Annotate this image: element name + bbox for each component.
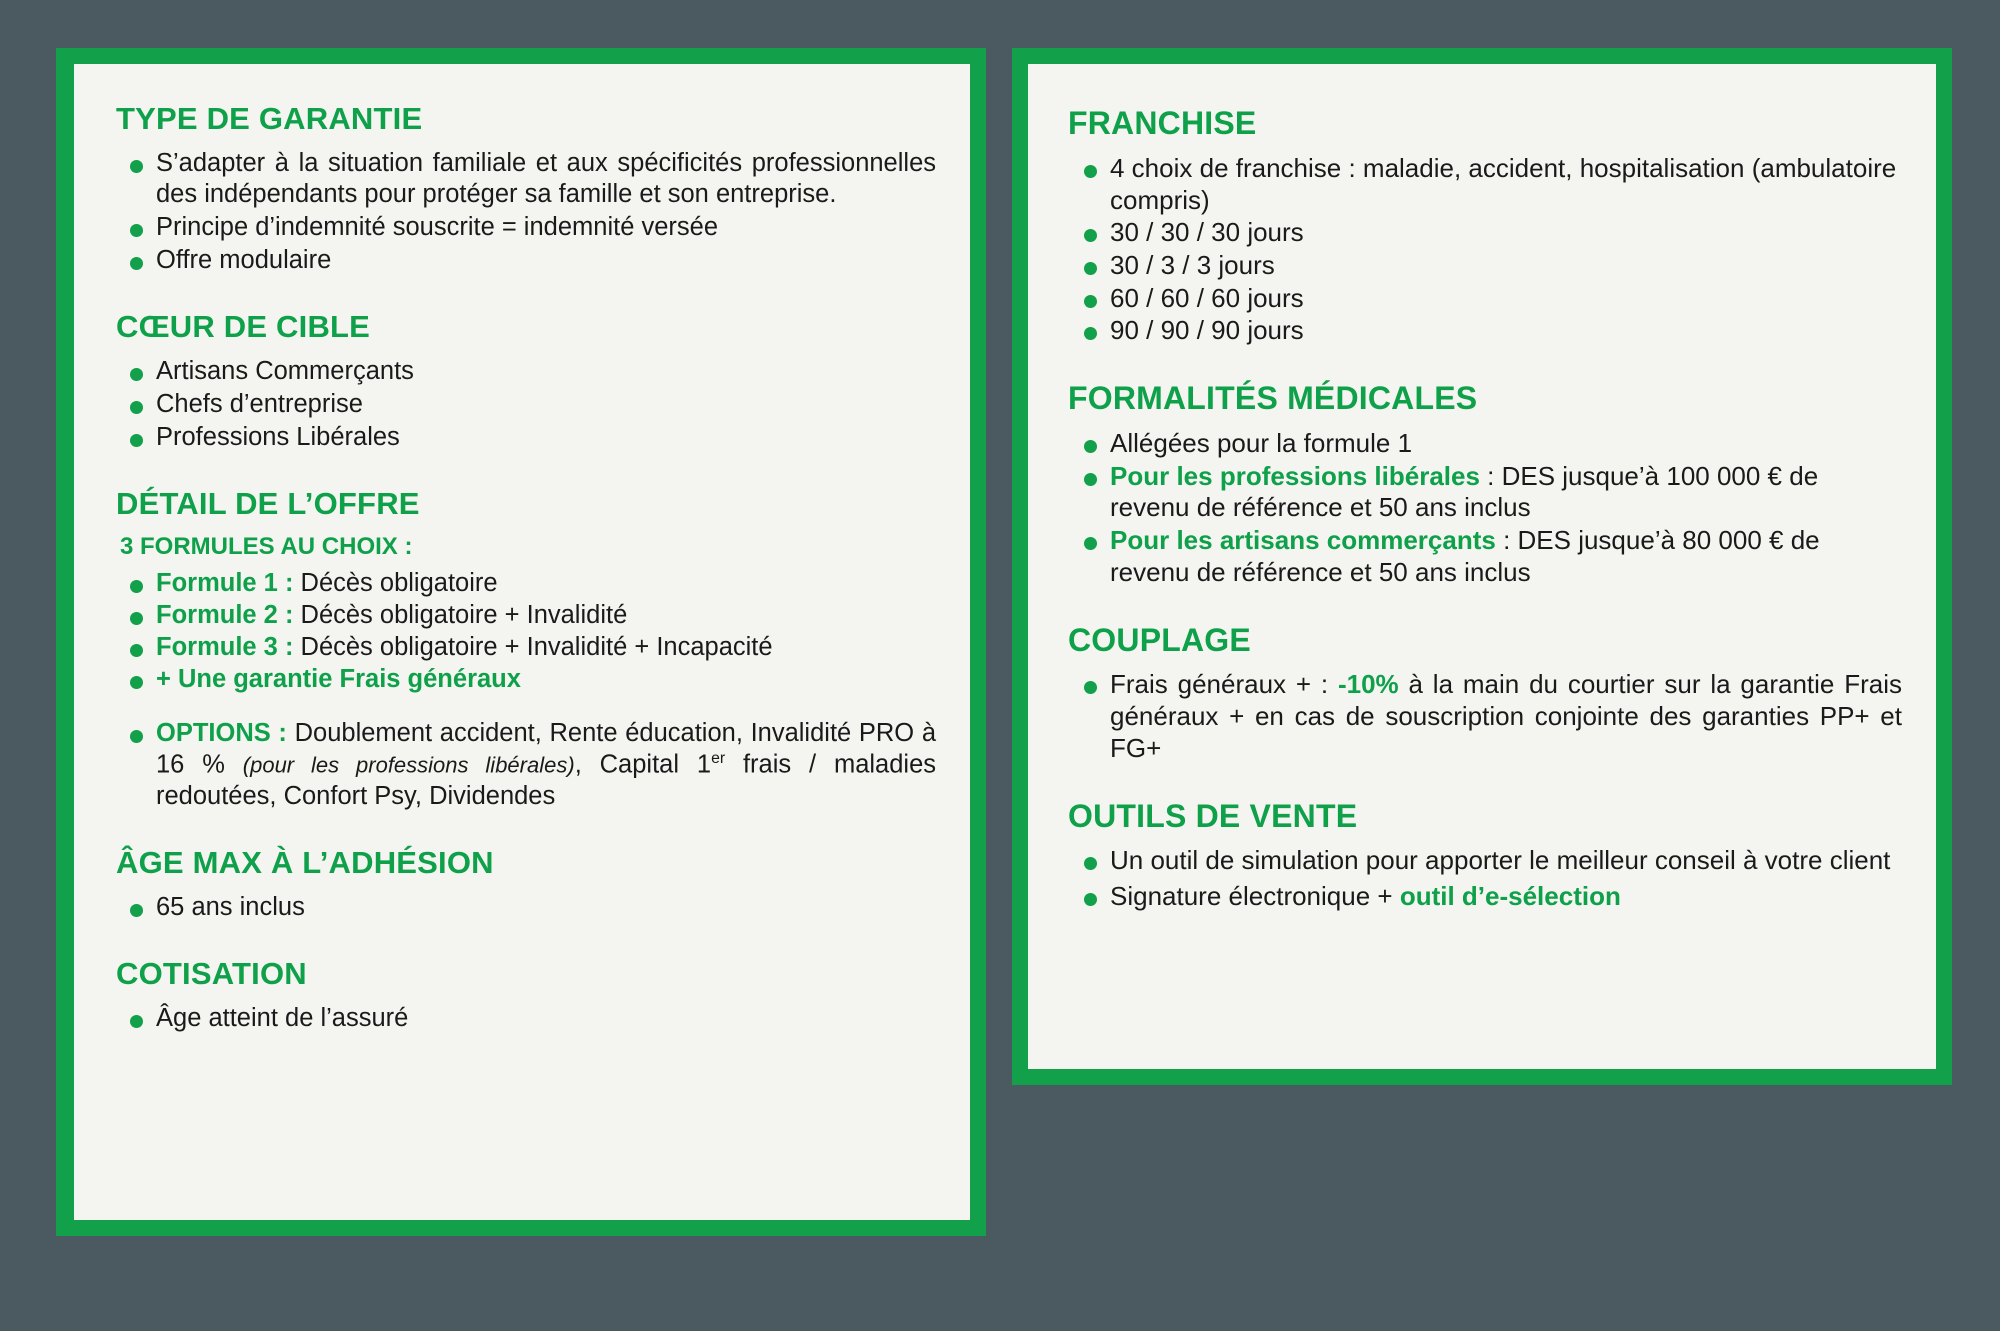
artisans-commercants-label: Pour les artisans commerçants <box>1110 525 1496 556</box>
list-item: 4 choix de franchise : maladie, accident, hospitalisation (ambulatoire compris) <box>1068 153 1902 216</box>
section-couplage <box>1068 623 1902 765</box>
outil-e-selection-highlight: outil d’e-sélection <box>1399 881 1621 912</box>
couplage-discount-highlight: -10% <box>1337 669 1399 700</box>
section-outils-de-vente <box>1068 799 1902 913</box>
list-item: 60 / 60 / 60 jours <box>1068 283 1902 315</box>
section-title-detail-de-loffre: DÉTAIL DE L’OFFRE <box>116 486 420 522</box>
list-franchise <box>1068 153 1902 347</box>
list-item: Artisans Commerçants <box>116 356 936 387</box>
section-title-cotisation: COTISATION <box>116 955 307 991</box>
right-panel <box>1012 48 1952 1085</box>
spacer <box>116 696 936 718</box>
subheading-3-formules: 3 FORMULES AU CHOIX : <box>120 532 413 560</box>
list-coeur-de-cible <box>116 356 936 453</box>
right-panel-content <box>1028 64 1936 1069</box>
couplage-text-part1: Frais généraux + : <box>1110 669 1338 700</box>
section-title-franchise: FRANCHISE <box>1068 105 1257 141</box>
options-note-italic: (pour les professions libérales) <box>242 752 575 778</box>
list-item-couplage <box>1068 669 1902 764</box>
section-franchise <box>1068 106 1902 347</box>
formule-3-label: Formule 3 : <box>156 632 294 661</box>
list-cotisation <box>116 1003 936 1034</box>
list-item: Offre modulaire <box>116 245 936 276</box>
left-panel-content <box>74 64 970 1220</box>
section-cotisation <box>116 957 936 1034</box>
list-item: Principe d’indemnité souscrite = indemnité versée <box>116 212 936 243</box>
artisans-commercants-text: : DES jusque’à 80 000 € de revenu de référence et 50 ans inclus <box>1110 525 1820 587</box>
professions-liberales-label: Pour les professions libérales <box>1110 460 1480 491</box>
signature-text: Signature électronique + <box>1110 881 1400 912</box>
list-item-formule-3 <box>116 632 936 663</box>
options-label: OPTIONS : <box>156 719 287 748</box>
options-text-part3: frais / maladies redoutées, Confort Psy, Dividendes <box>156 750 937 810</box>
list-item: S’adapter à la situation familiale et aux spécificités professionnelles des indépendants pour protéger sa famille et son entreprise. <box>116 148 936 210</box>
list-item: Chefs d’entreprise <box>116 389 936 420</box>
section-type-de-garantie <box>116 102 936 276</box>
list-item-signature-electronique <box>1068 881 1902 913</box>
options-text-part2: , Capital 1 <box>574 750 712 779</box>
list-age-max <box>116 892 936 923</box>
list-formalites-medicales <box>1068 428 1902 589</box>
list-item-professions-liberales <box>1068 461 1902 524</box>
list-type-de-garantie <box>116 148 936 276</box>
list-item: 30 / 30 / 30 jours <box>1068 217 1902 249</box>
section-title-coeur-de-cible: CŒUR DE CIBLE <box>116 309 371 345</box>
professions-liberales-text: : DES jusque’à 100 000 € de revenu de référence et 50 ans inclus <box>1110 460 1819 523</box>
left-panel <box>56 48 986 1236</box>
section-title-type-de-garantie: TYPE DE GARANTIE <box>116 101 423 136</box>
list-options <box>116 718 936 812</box>
list-item-formule-1 <box>116 568 936 599</box>
formule-3-text: Décès obligatoire + Invalidité + Incapacité <box>293 632 773 661</box>
list-formules <box>116 568 936 695</box>
list-item-allegees: Allégées pour la formule 1 <box>1068 428 1902 460</box>
formule-2-text: Décès obligatoire + Invalidité <box>293 600 628 629</box>
formule-1-text: Décès obligatoire <box>293 568 498 597</box>
section-detail-de-loffre <box>116 487 936 812</box>
list-item: 65 ans inclus <box>116 892 936 923</box>
section-title-formalites-medicales: FORMALITÉS MÉDICALES <box>1068 380 1478 417</box>
section-title-couplage: COUPLAGE <box>1068 621 1251 658</box>
list-item-artisans-commercants <box>1068 525 1902 588</box>
list-item: Âge atteint de l’assuré <box>116 1003 936 1034</box>
list-item: 30 / 3 / 3 jours <box>1068 250 1902 282</box>
section-coeur-de-cible <box>116 310 936 453</box>
section-age-max <box>116 846 936 923</box>
section-title-age-max: ÂGE MAX À L’ADHÉSION <box>116 844 494 880</box>
list-item-garantie-frais-generaux <box>116 664 936 695</box>
formule-1-label: Formule 1 : <box>156 568 294 597</box>
list-item-outil-simulation: Un outil de simulation pour apporter le meilleur conseil à votre client <box>1068 845 1902 877</box>
options-superscript: er <box>711 750 726 768</box>
list-item: Professions Libérales <box>116 422 936 453</box>
formule-2-label: Formule 2 : <box>156 600 294 629</box>
list-item-options <box>116 718 936 812</box>
section-formalites-medicales <box>1068 381 1902 588</box>
couplage-text-part2: à la main du courtier sur la garantie Frais généraux + en cas de souscription conjointe des garanties PP+ et FG+ <box>1110 669 1902 763</box>
section-title-outils-de-vente: OUTILS DE VENTE <box>1068 797 1358 834</box>
options-text-part1: Doublement accident, Rente éducation, Invalidité PRO à 16 % <box>156 719 936 779</box>
garantie-frais-generaux-label: + Une garantie Frais généraux <box>156 665 521 694</box>
list-item-formule-2 <box>116 600 936 631</box>
list-couplage <box>1068 669 1902 764</box>
list-item: 90 / 90 / 90 jours <box>1068 315 1902 347</box>
list-outils-de-vente <box>1068 845 1902 912</box>
